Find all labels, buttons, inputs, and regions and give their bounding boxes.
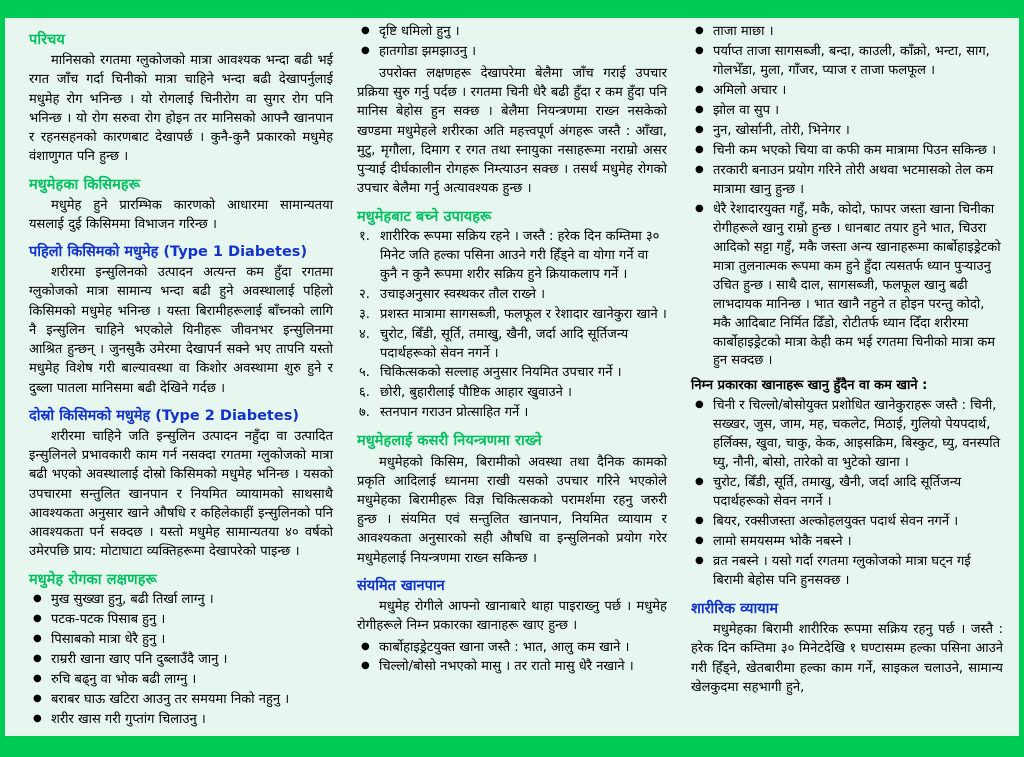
list-item: ● पटक-पटक पिसाब हुनु । — [29, 611, 333, 630]
list-item — [357, 306, 667, 325]
type2-paragraph: शरीरमा चाहिने जति इन्सुलिन उत्पादन नहुँदा वा उत्पादित इन्सुलिनले प्रभावकारी काम गर्न नसक्दा रगतमा ग्लुकोजको मात्रा बढी भएको अवस्थालाई दोस्रो किसिमको मधुमेह भनिन्छ । यसको उपचारमा सन्तुलित खानपान र नियमित व्यायामको साथसाथै आवश्यकता अनुसार खाने औषधि र कहिलेकाहीं इन्सुलिनको पनि आवश्यकता पर्न सक्दछ । यस्तो मधुमेह सामान्यतया ४० वर्षको उमेरपछि प्राय: मोटाघाटा व्यक्तिहरूमा देखापरेको पाइन्छ । — [29, 429, 333, 560]
list-item: ● बराबर घाऊ खटिरा आउनु तर समयमा निको नहुनु । — [29, 691, 333, 710]
section-heading-types: मधुमेहका किसिमहरू — [29, 176, 141, 193]
list-item: ● ताजा माछा । — [691, 23, 1003, 42]
list-item: ● राम्ररी खाना खाए पनि दुब्लाउँदै जानु । — [29, 651, 333, 670]
list-text: शारीरिक रूपमा सक्रिय रहने । जस्तै : हरेक दिन कम्तिमा ३० मिनेट जति हल्का पसिना आउने गरी हिँड्ने वा योगा गर्ने वा कुनै न कुनै रूपमा शरीर सक्रिय हुने क्रियाकलाप गर्ने । — [379, 228, 660, 282]
list-item: ● बियर, रक्सीजस्ता अल्कोहलयुक्त पदार्थ सेवन नगर्ने । — [691, 513, 1003, 532]
list-item: ● लामो समयसम्म भोकै नबस्ने । — [691, 533, 1003, 552]
list-text: उचाइअनुसार स्वस्थकर तौल राख्ने । — [379, 286, 546, 302]
list-item: ● पिसाबको मात्रा धेरै हुनु । — [29, 631, 333, 650]
list-number: १. — [358, 228, 370, 244]
list-item: ● चिनी कम भएको चिया वा कफी कम मात्रामा पिउन सकिन्छ । — [691, 142, 1003, 161]
list-text: छोरी, बुहारीलाई पौष्टिक आहार खुवाउने । — [379, 385, 572, 401]
symptoms-list — [29, 591, 333, 730]
section-heading-introduction: परिचय — [29, 32, 65, 48]
list-item — [357, 404, 667, 423]
list-text: स्तनपान गराउन प्रोत्साहित गर्ने । — [379, 405, 529, 421]
introduction-paragraph: मानिसको रगतमा ग्लुकोजको मात्रा आवश्यक भन्दा बढी भई रगत जाँच गर्दा चिनीको मात्रा चाहिने भन्दा बढी देखापर्नुलाई मधुमेह रोग भनिन्छ । यो रोगलाई चिनीरोग वा सुगर रोग पनि भनिन्छ । यो रोग सरुवा रोग होइन तर मानिसको आफ्नै खानपान र रहनसहनको कारणबाट देखापर्छ । कुनै-कुनै प्रकारको मधुमेह वंशाणुगत पनि हुन्छ । — [29, 53, 333, 165]
list-item: ● दृष्टि धमिलो हुनु । — [357, 23, 667, 42]
list-item: ● शरीर खास गरी गुप्तांग चिलाउनु । — [29, 711, 333, 730]
column-two — [345, 22, 679, 736]
section-heading-symptoms: मधुमेह रोगका लक्षणहरू — [29, 571, 157, 588]
type1-paragraph: शरीरमा इन्सुलिनको उत्पादन अत्यन्त कम हुँदा रगतमा ग्लुकोजको मात्रा सामान्य भन्दा बढी हुने अवस्थालाई पहिलो किसिमको मधुमेह भनिन्छ । यस्ता बिरामीहरूलाई बाँच्नको लागि नै इन्सुलिन चाहिने भएकोले यिनीहरू जीवनभर इन्सुलिनमा आश्रित हुन्छन् । जुनसुकै उमेरमा देखापर्न सक्ने भए तापनि यस्तो मधुमेह विशेष गरी बाल्यावस्था वा किशोर अवस्थामा शुरु हुने र दुब्ला पातला मानिसमा बढी देखिने गर्दछ । — [29, 265, 333, 396]
list-text: चुरोट, बिँडी, सूर्ति, तमाखु, खैनी, जर्दा आदि सूर्तिजन्य पदार्थहरूको सेवन नगर्ने । — [379, 326, 629, 361]
list-item — [357, 384, 667, 403]
list-item: ● चुरोट, बिँडी, सूर्ति, तमाखु, खैनी, जर्दा आदि सूर्तिजन्य पदार्थहरूको सेवन नगर्ने । — [691, 474, 1003, 512]
section-heading-type1: पहिलो किसिमको मधुमेह (Type 1 Diabetes) — [29, 244, 308, 261]
section-heading-foods-to-avoid: निम्न प्रकारका खानाहरू खानु हुँदैन वा कम खाने : — [690, 378, 928, 394]
recommended-foods-list-continued — [691, 23, 1003, 371]
list-item: ● व्रत नबस्ने । यसो गर्दा रगतमा ग्लुकोजको मात्रा घट्न गई बिरामी बेहोस पनि हुनसक्छ । — [691, 553, 1003, 591]
list-item: ● धेरै रेशादारयुक्त गहुँ, मकै, कोदो, फापर जस्ता खाना चिनीका रोगीहरूले खानु राम्रो हुन्छ । धानबाट तयार हुने भात, चिउरा आदिको सट्टा गहुँ, मकै जस्ता अन्य खानाहरूमा कार्बोहाइड्रेटको मात्रा तुलनात्मक रूपमा कम हुने हुँदा त्यसतर्फ ध्यान पुऱ्याउनु उचित हुन्छ । साथै दाल, सागसब्जी, फलफूल खानु बढी लाभदायक मानिन्छ । भात खानै नहुने त होइन परन्तु कोदो, मकै आदिबाट निर्मित ढिँडो, रोटीतर्फ ध्यान दिँदा शरीरमा कार्बोहाइड्रेटको मात्रा केही कम भई रगतमा चिनीको मात्रा कम हुन सक्दछ । — [691, 201, 1003, 372]
prevention-list — [357, 228, 667, 424]
section-heading-moderate-diet: संयमित खानपान — [356, 577, 445, 594]
foods-to-avoid-list — [691, 397, 1003, 591]
section-heading-physical-exercise: शारीरिक व्यायाम — [690, 601, 779, 618]
list-item: ● तरकारी बनाउन प्रयोग गरिने तोरी अथवा भटमासको तेल कम मात्रामा खानु हुन्छ । — [691, 162, 1003, 200]
list-item: ● नुन, खोर्सानी, तोरी, भिनेगर । — [691, 122, 1003, 141]
list-item: ● हातगोडा झमझाउनु । — [357, 43, 667, 62]
column-one — [11, 22, 345, 736]
list-number: ६. — [358, 385, 370, 401]
section-heading-prevention: मधुमेहबाट बच्ने उपायहरू — [356, 208, 492, 225]
list-item — [357, 228, 667, 285]
section-heading-control: मधुमेहलाई कसरी नियन्त्रणमा राख्ने — [356, 433, 542, 450]
symptoms-list-continued — [357, 23, 667, 62]
list-item — [357, 364, 667, 383]
recommended-foods-list — [357, 639, 667, 678]
list-item: ● कार्बोहाइड्रेटयुक्त खाना जस्तै : भात, आलु कम खाने । — [357, 639, 667, 658]
list-item: ● मुख सुख्खा हुनु, बढी तिर्खा लाग्नु । — [29, 591, 333, 610]
list-item: ● अमिलो अचार । — [691, 82, 1003, 101]
list-item: ● रुचि बढ्नु वा भोक बढी लाग्नु । — [29, 671, 333, 690]
list-text: चिकित्सकको सल्लाह अनुसार नियमित उपचार गर्ने । — [379, 365, 622, 381]
list-item — [357, 326, 667, 364]
column-three — [679, 22, 1013, 736]
list-number: ३. — [358, 306, 370, 322]
types-paragraph: मधुमेह हुने प्रारम्भिक कारणको आधारमा सामान्यतया यसलाई दुई किसिममा विभाजन गरिन्छ । — [29, 197, 333, 232]
brochure-page — [5, 18, 1019, 736]
list-text: प्रशस्त मात्रामा सागसब्जी, फलफूल र रेशादार खानेकुरा खाने । — [379, 306, 667, 322]
list-item: ● चिल्लो/बोसो नभएको मासु । तर रातो मासु धेरै नखाने । — [357, 658, 667, 677]
physical-exercise-paragraph: मधुमेहका बिरामी शारीरिक रूपमा सक्रिय रहनु पर्छ । जस्तै : हरेक दिन कम्तिमा ३० मिनेटदेखि १ घण्टासम्म हल्का पसिना आउने गरी हिँड्ने, खेतबारीमा हल्का काम गर्ने, साइकल चलाउने, सामान्य खेलकुदमा सहभागी हुने, — [690, 622, 1003, 695]
list-number: ४. — [358, 326, 370, 342]
control-paragraph: मधुमेहको किसिम, बिरामीको अवस्था तथा दैनिक कामको प्रकृति आदिलाई ध्यानमा राखी यसको उपचार गरिने भएकोले मधुमेहका बिरामीहरू विज्ञ चिकित्सकको परामर्शमा रहनु जरुरी हुन्छ । संयमित एवं सन्तुलित खानपान, नियमित व्यायाम र आवश्यकता अनुसारको सही औषधि वा इन्सुलिनको प्रयोग गरेर मधुमेहलाई नियन्त्रणमा राख्न सकिन्छ । — [356, 454, 667, 566]
moderate-diet-paragraph: मधुमेह रोगीले आफ्नो खानाबारे थाहा पाइराख्नु पर्छ । मधुमेह रोगीहरूले निम्न प्रकारका खानाहरू खाए हुन्छ । — [356, 599, 667, 634]
list-number: ५. — [358, 365, 370, 381]
list-item: ● चिनी र चिल्लो/बोसोयुक्त प्रशोधित खानेकुराहरू जस्तै : चिनी, सख्खर, जुस, जाम, मह, चकलेट, मिठाई, गुलियो पेयपदार्थ, हर्लिक्स, खुवा, चाकु, केक, आइसक्रिम, बिस्कुट, घ्यु, वनस्पति घ्यु, नौनी, बोसो, तारेको वा भुटेको खाना । — [691, 397, 1003, 473]
list-number: २. — [358, 286, 370, 302]
symptoms-advice-paragraph: उपरोक्त लक्षणहरू देखापरेमा बेलैमा जाँच गराई उपचार प्रक्रिया सुरु गर्नु पर्दछ । रगतमा चिनी धेरै बढी हुँदा र कम हुँदा पनि मानिस बेहोस हुन सक्छ । बेलैमा नियन्त्रणमा राख्न नसकेको खण्डमा मधुमेहले शरीरका अति महत्त्वपूर्ण अंगहरू जस्तै : आँखा, मुटु, मृगौला, दिमाग र रगत तथा स्नायुका नसाहरूमा नराम्रो असर पुऱ्याई दीर्घकालीन रोगहरू निम्त्याउन सक्छ । तसर्थ मधुमेह रोगको उपचार बेलैमा गर्नु अत्यावश्यक हुन्छ । — [356, 65, 667, 197]
section-heading-type2: दोस्रो किसिमको मधुमेह (Type 2 Diabetes) — [29, 407, 299, 424]
list-number: ७. — [358, 405, 370, 421]
three-column-layout — [5, 18, 1019, 736]
list-item: ● पर्याप्त ताजा सागसब्जी, बन्दा, काउली, काँक्रो, भन्टा, साग, गोलभेँडा, मुला, गाँजर, प्याज र ताजा फलफूल । — [691, 43, 1003, 81]
list-item: ● झोल वा सुप । — [691, 102, 1003, 121]
list-item — [357, 286, 667, 305]
